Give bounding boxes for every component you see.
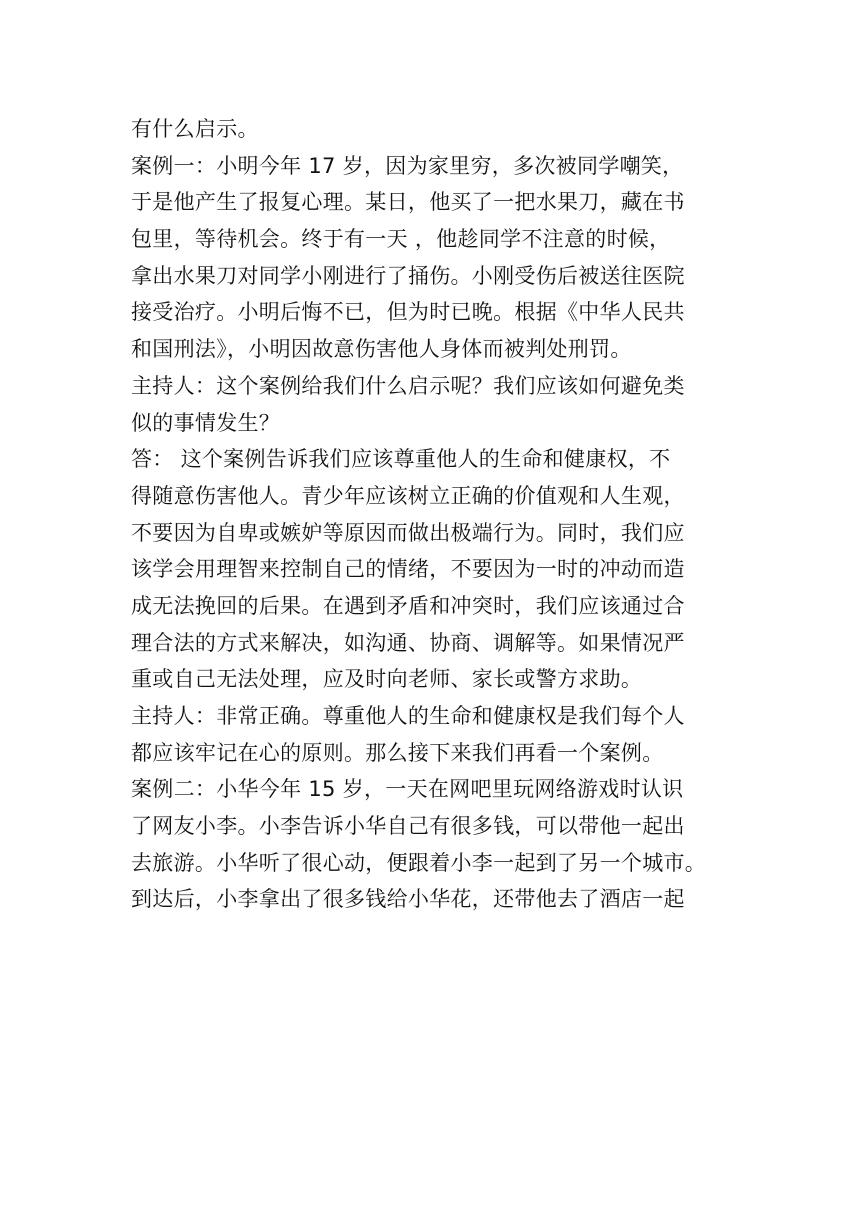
text-line: 拿出水果刀对同学小刚进行了捅伤。小刚受伤后被送往医院 (131, 263, 685, 288)
text-line: 案例一：小明今年 17 岁，因为家里穷，多次被同学嘲笑， (131, 153, 684, 178)
text-line: 似的事情发生？ (131, 410, 281, 435)
text-line: 于是他产生了报复心理。某日，他买了一把水果刀，藏在书 (131, 190, 685, 215)
text-line: 都应该牢记在心的原则。那么接下来我们再看一个案例。 (131, 740, 664, 765)
text-line: 去旅游。小华听了很心动，便跟着小李一起到了另一个城市。 (131, 850, 707, 875)
text-line: 到达后，小李拿出了很多钱给小华花，还带他去了酒店一起 (131, 887, 685, 912)
text-line: 有什么启示。 (131, 117, 259, 141)
text-line: 理合法的方式来解决，如沟通、协商、调解等。如果情况严 (131, 630, 685, 655)
text-line: 案例二：小华今年 15 岁，一天在网吧里玩网络游戏时认识 (131, 777, 684, 802)
text-line: 主持人：非常正确。尊重他人的生命和健康权是我们每个人 (131, 704, 685, 728)
text-line: 和国刑法》，小明因故意伤害他人身体而被判处刑罚。 (131, 337, 632, 362)
text-line: 接受治疗。小明后悔不已，但为时已晚。根据《中华人民共 (131, 300, 685, 325)
text-line: 包里，等待机会。终于有一天 ，他趁同学不注意的时候， (131, 227, 671, 252)
document-body (131, 111, 731, 918)
text-line: 得随意伤害他人。青少年应该树立正确的价值观和人生观， (131, 483, 685, 508)
text-line: 成无法挽回的后果。在遇到矛盾和冲突时，我们应该通过合 (131, 593, 685, 618)
text-line: 主持人：这个案例给我们什么启示呢？我们应该如何避免类 (131, 373, 685, 398)
text-line: 答： 这个案例告诉我们应该尊重他人的生命和健康权，不 (131, 447, 671, 472)
text-line: 了网友小李。小李告诉小华自己有很多钱，可以带他一起出 (131, 814, 685, 839)
text-line: 该学会用理智来控制自己的情绪，不要因为一时的冲动而造 (131, 557, 685, 582)
text-line: 重或自己无法处理，应及时向老师、家长或警方求助。 (131, 667, 643, 692)
text-line: 不要因为自卑或嫉妒等原因而做出极端行为。同时，我们应 (131, 520, 685, 545)
